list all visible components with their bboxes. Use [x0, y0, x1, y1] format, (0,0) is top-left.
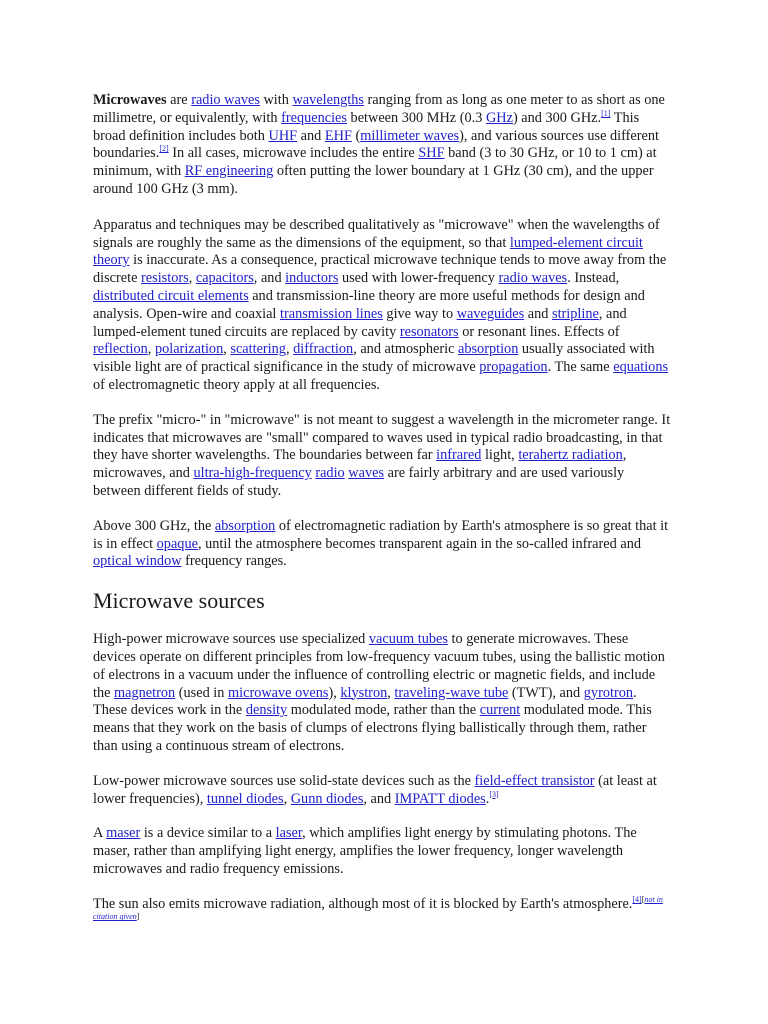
- link-infrared[interactable]: infrared: [436, 447, 482, 464]
- text: , and lumped-element tuned circuits are replaced by cavity: [93, 305, 627, 340]
- intro-paragraph: [93, 92, 673, 199]
- text: A: [93, 825, 107, 842]
- citation-4[interactable]: [4]: [632, 894, 642, 904]
- link-waveguides[interactable]: waveguides: [456, 305, 525, 322]
- high-power-sources-paragraph: [93, 631, 673, 756]
- link-gyrotron[interactable]: gyrotron: [583, 684, 634, 701]
- text: and transmission-line theory are more useful methods for design and analysis. Open-wire and coaxial: [93, 287, 645, 322]
- text: between 300 MHz (0.3: [346, 109, 486, 126]
- text: are fairly arbitrary and are used variously between different fields of study.: [93, 465, 625, 499]
- text: light,: [481, 447, 519, 464]
- text: modulated mode. This means that they work on the basis of clumps of electrons flying ballistically through them, rather than using a continuous stream of electrons.: [93, 702, 652, 754]
- text: ,: [223, 341, 231, 358]
- link-lumped-element[interactable]: lumped-element circuit theory: [93, 234, 643, 269]
- link-absorption[interactable]: absorption: [458, 341, 519, 358]
- text: band (3 to 30 GHz, or 10 to 1 cm) at minimum, with: [93, 145, 657, 180]
- link-polarization[interactable]: polarization: [154, 341, 224, 358]
- apparatus-paragraph: [93, 217, 673, 395]
- link-inductors[interactable]: inductors: [285, 270, 339, 287]
- link-waves[interactable]: waves: [348, 465, 385, 482]
- text: , and atmospheric: [353, 341, 458, 358]
- text: with: [259, 92, 293, 108]
- citation-3[interactable]: [3]: [489, 789, 499, 799]
- text: of electromagnetic radiation by Earth's atmosphere is so great that it is in effect: [93, 517, 669, 552]
- article-body: [93, 92, 673, 948]
- text: (: [351, 127, 361, 144]
- text: , which amplifies light energy by stimulating photons. The maser, rather than amplifying light energy, amplifies the lower frequency, longer wavelength microwaves and radio frequency emissions.: [93, 825, 637, 877]
- text: ranging from as long as one meter to as short as one millimetre, or equivalently, with: [93, 92, 665, 126]
- text: The sun also emits microwave radiation, although most of it is blocked by Earth's atmosphere.: [93, 895, 633, 912]
- link-optical-window[interactable]: optical window: [93, 553, 182, 570]
- link-resistors[interactable]: resistors: [141, 270, 189, 287]
- link-traveling-wave-tube[interactable]: traveling-wave tube: [394, 684, 509, 701]
- text: Apparatus and techniques may be described qualitatively as "microwave" when the wavelengths of signals are roughly the same as the dimensions of the equipment, so that: [93, 216, 660, 251]
- link-magnetron[interactable]: magnetron: [114, 684, 176, 701]
- text: , and: [363, 790, 395, 807]
- text: . Instead,: [567, 270, 620, 287]
- text: , until the atmosphere becomes transparent again in the so-called infrared and: [197, 535, 641, 552]
- text: This broad definition includes both: [93, 109, 640, 144]
- link-ehf[interactable]: EHF: [324, 127, 352, 144]
- citation-1[interactable]: [1]: [601, 108, 611, 118]
- text: often putting the lower boundary at 1 GHz (30 cm), and the upper around 100 GHz (3 mm).: [93, 163, 654, 197]
- link-laser[interactable]: laser: [275, 825, 303, 842]
- text: ,: [147, 341, 155, 358]
- text: (at least at lower frequencies),: [93, 772, 657, 807]
- link-reflection[interactable]: reflection: [93, 341, 148, 358]
- link-vacuum-tubes[interactable]: vacuum tubes: [368, 631, 448, 648]
- text: ),: [328, 684, 341, 701]
- link-density[interactable]: density: [245, 702, 288, 719]
- text: give way to: [382, 305, 457, 322]
- link-terahertz-radiation[interactable]: terahertz radiation: [518, 447, 623, 464]
- link-current[interactable]: current: [479, 702, 521, 719]
- link-absorption-2[interactable]: absorption: [214, 517, 276, 534]
- link-scattering[interactable]: scattering: [230, 341, 286, 358]
- text: ), and various sources use different boundaries.: [93, 127, 659, 162]
- text: and: [297, 127, 325, 144]
- text: usually associated with visible light are of practical significance in the study of microwave: [93, 341, 655, 376]
- link-radio-waves-2[interactable]: radio waves: [498, 270, 568, 287]
- text: or resonant lines. Effects of: [458, 323, 620, 340]
- link-rf-engineering[interactable]: RF engineering: [184, 163, 274, 180]
- link-radio[interactable]: radio: [315, 465, 345, 482]
- text: ,: [387, 684, 395, 701]
- text: , microwaves, and: [93, 447, 627, 482]
- sun-paragraph: [93, 896, 673, 932]
- text: modulated mode, rather than the: [287, 702, 480, 719]
- text: , and: [253, 270, 286, 287]
- link-impatt-diodes[interactable]: IMPATT diodes: [394, 790, 486, 807]
- text: (TWT), and: [508, 684, 584, 701]
- maser-paragraph: [93, 825, 673, 878]
- link-opaque[interactable]: opaque: [156, 535, 198, 552]
- text: of electromagnetic theory apply at all frequencies.: [93, 376, 380, 393]
- text: Above 300 GHz, the: [93, 517, 215, 534]
- text: .: [485, 790, 490, 807]
- link-distributed-elements[interactable]: distributed circuit elements: [93, 287, 249, 304]
- text: frequency ranges.: [181, 553, 287, 570]
- text: . The same: [547, 359, 614, 376]
- text: Low-power microwave sources use solid-state devices such as the: [93, 772, 475, 789]
- link-ultra-high-frequency[interactable]: ultra-high-frequency: [193, 465, 312, 482]
- text: (used in: [175, 684, 228, 701]
- text: used with lower-frequency: [338, 270, 499, 287]
- text: are: [166, 92, 192, 108]
- text: ]: [136, 912, 140, 922]
- text: is a device similar to a: [140, 825, 276, 842]
- text: . These devices work in the: [93, 684, 637, 719]
- text: High-power microwave sources use specialized: [93, 631, 369, 648]
- link-radio-waves[interactable]: radio waves: [191, 92, 260, 108]
- link-microwave-ovens[interactable]: microwave ovens: [228, 684, 329, 701]
- link-resonators[interactable]: resonators: [399, 323, 459, 340]
- link-gunn-diodes[interactable]: Gunn diodes: [290, 790, 364, 807]
- section-heading-microwave-sources: Microwave sources: [93, 588, 265, 614]
- link-capacitors[interactable]: capacitors: [195, 270, 254, 287]
- text: ,: [285, 341, 294, 358]
- not-in-citation-given-link[interactable]: not in citation given: [93, 894, 663, 922]
- text: is inaccurate. As a consequence, practical microwave technique tends to move away from the discrete: [93, 252, 667, 287]
- text: [: [641, 894, 645, 904]
- link-wavelengths[interactable]: wavelengths: [292, 92, 364, 108]
- absorption-paragraph: [93, 518, 673, 571]
- link-frequencies[interactable]: frequencies: [281, 109, 347, 126]
- link-tunnel-diodes[interactable]: tunnel diodes: [206, 790, 284, 807]
- link-propagation[interactable]: propagation: [479, 359, 548, 376]
- citation-2[interactable]: [2]: [159, 144, 169, 154]
- link-stripline[interactable]: stripline: [552, 305, 599, 322]
- link-klystron[interactable]: klystron: [340, 684, 388, 701]
- link-diffraction[interactable]: diffraction: [293, 341, 354, 358]
- prefix-paragraph: [93, 412, 673, 501]
- link-transmission-lines[interactable]: transmission lines: [279, 305, 383, 322]
- link-equations[interactable]: equations: [613, 359, 669, 376]
- text: ,: [283, 790, 291, 807]
- text: and: [524, 305, 552, 322]
- text: In all cases, microwave includes the entire: [168, 145, 419, 162]
- link-ghz[interactable]: GHz: [485, 109, 513, 126]
- text: to generate microwaves. These devices operate on different principles from low-frequency vacuum tubes, using the ballistic motion of electrons in a vacuum under the influence of controlling electric or magnetic fields, and include the: [93, 631, 665, 701]
- link-uhf[interactable]: UHF: [268, 127, 298, 144]
- link-shf[interactable]: SHF: [418, 145, 445, 162]
- link-maser[interactable]: maser: [106, 825, 141, 842]
- text: ) and 300 GHz.: [512, 109, 602, 126]
- low-power-sources-paragraph: [93, 773, 673, 809]
- term-microwaves: Microwaves: [93, 92, 167, 108]
- text: ,: [188, 270, 196, 287]
- link-field-effect-transistor[interactable]: field-effect transistor: [474, 772, 595, 789]
- link-millimeter-waves[interactable]: millimeter waves: [360, 127, 460, 144]
- text: The prefix "micro-" in "microwave" is not meant to suggest a wavelength in the micrometer range. It indicates that microwaves are "small" compared to waves used in typical radio broadcasting, in that they have shorter wavelengths. The boundaries between far: [93, 411, 671, 464]
